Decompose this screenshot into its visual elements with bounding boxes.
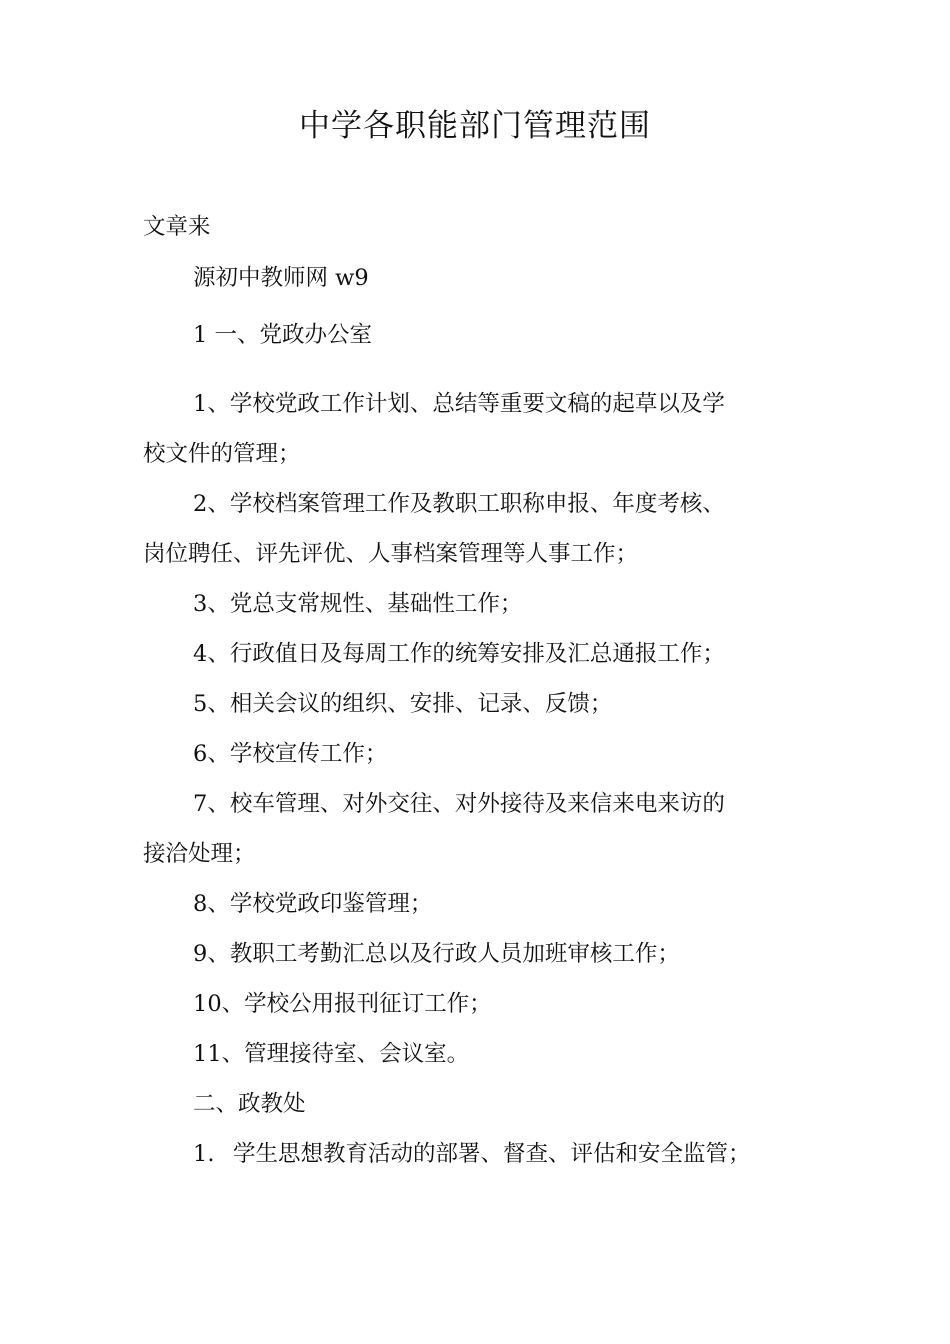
section-1-heading: 1 一、党政办公室 [193,322,372,348]
paragraph-line: 1、学校党政工作计划、总结等重要文稿的起草以及学 [193,391,725,417]
list-item-text: 学生思想教育活动的部署、督查、评估和安全监管； [233,1141,751,1167]
paragraph-line: 接洽处理； [143,841,256,867]
paragraph-line: 8、学校党政印鉴管理； [193,891,433,917]
source-line-1: 文章来 [143,214,211,240]
paragraph-line: 4、行政值日及每周工作的统筹安排及汇总通报工作； [193,641,725,667]
paragraph-line: 校文件的管理； [143,441,301,467]
paragraph-line: 9、教职工考勤汇总以及行政人员加班审核工作； [193,941,680,967]
paragraph-line: 7、校车管理、对外交往、对外接待及来信来电来访的 [193,791,725,817]
section-2-item-1 [193,1139,751,1169]
paragraph-line: 5、相关会议的组织、安排、记录、反馈； [193,691,613,717]
list-number: 1. [193,1141,215,1167]
section-2-heading: 二、政教处 [193,1091,306,1117]
paragraph-line: 岗位聘任、评先评优、人事档案管理等人事工作； [143,541,639,567]
document-title: 中学各职能部门管理范围 [299,108,651,144]
paragraph-line: 2、学校档案管理工作及教职工职称申报、年度考核、 [193,491,725,517]
source-line-2: 源初中教师网 w9 [193,265,369,291]
paragraph-line: 10、学校公用报刊征订工作； [193,991,492,1017]
paragraph-line: 11、管理接待室、会议室。 [193,1041,470,1067]
paragraph-line: 3、党总支常规性、基础性工作； [193,591,523,617]
paragraph-line: 6、学校宣传工作； [193,741,388,767]
